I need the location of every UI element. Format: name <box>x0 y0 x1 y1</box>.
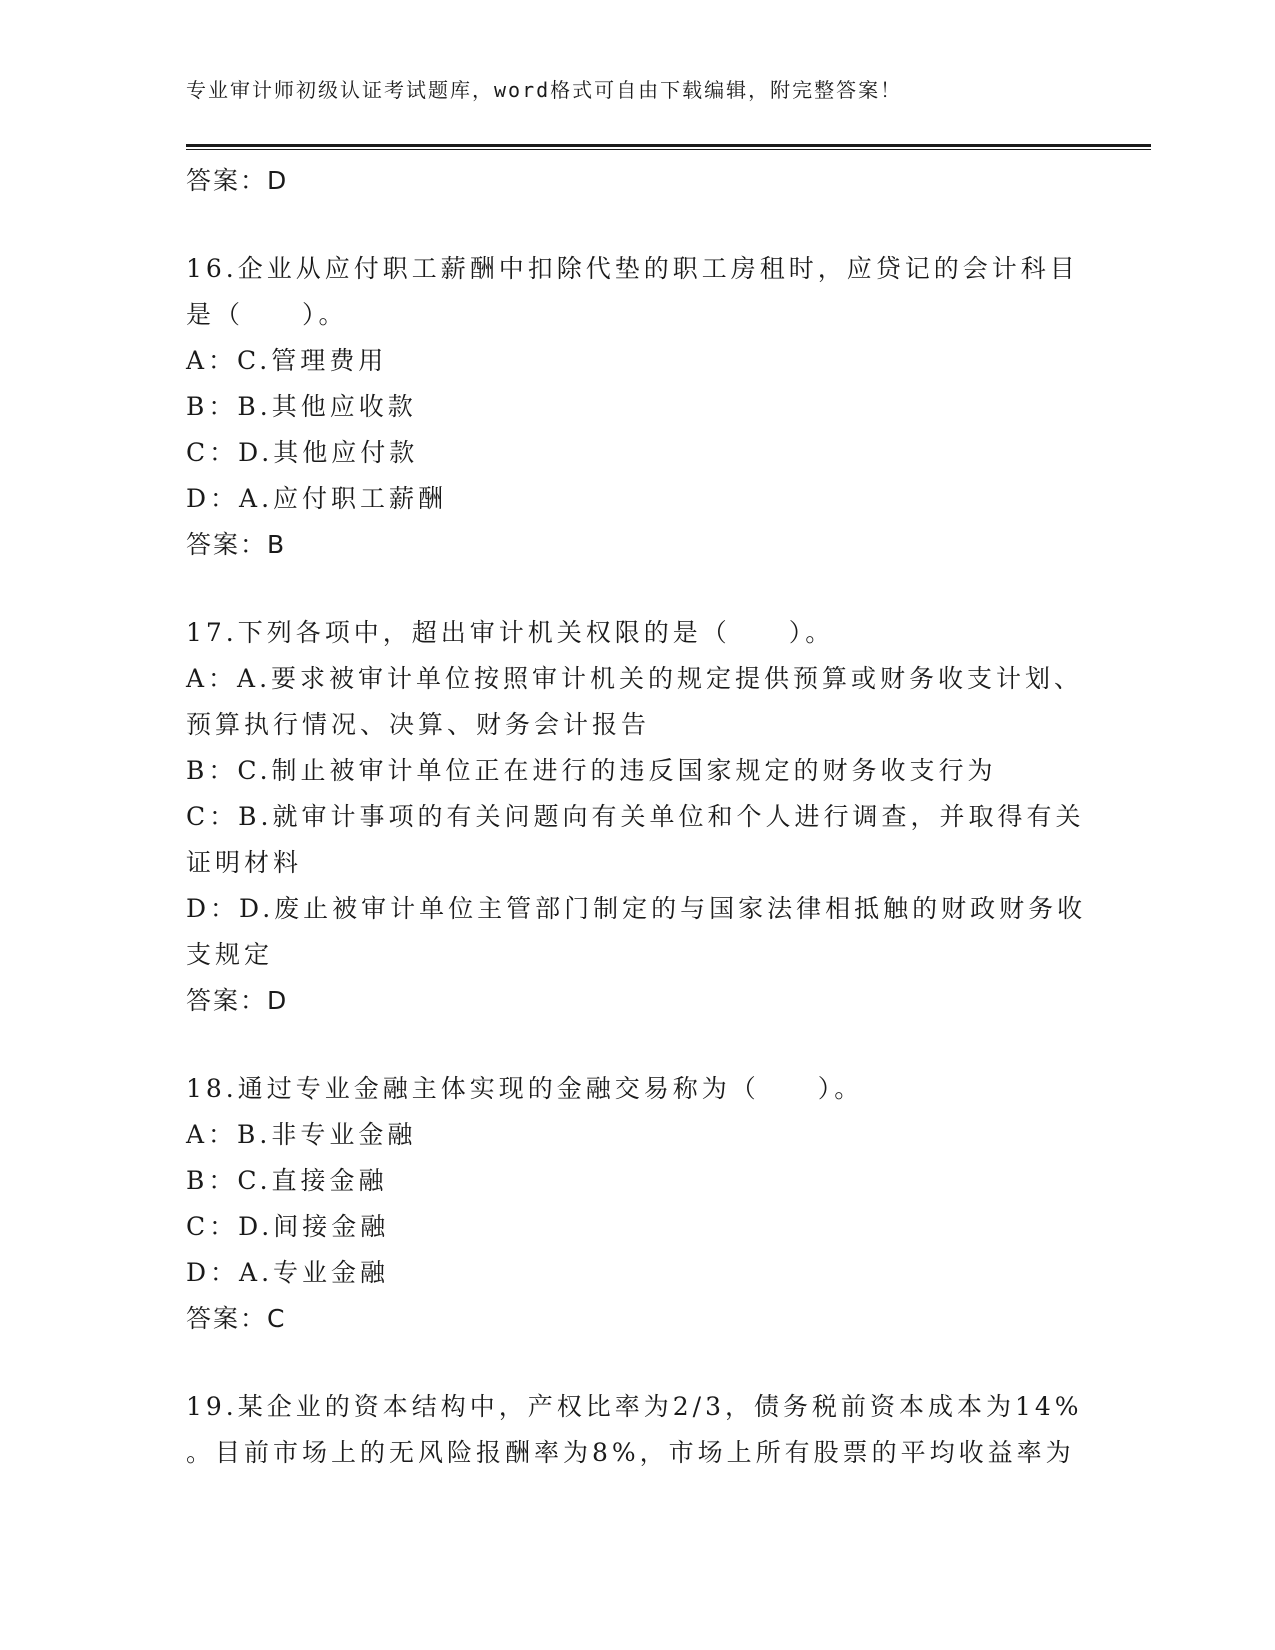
option-a-continued: 预算执行情况、决算、财务会计报告 <box>186 710 651 739</box>
question-16 <box>186 246 1079 568</box>
answer-line: 答案：D <box>186 986 289 1015</box>
spacer <box>186 204 1066 246</box>
question-stem: 18.通过专业金融主体实现的金融交易称为（ ）。 <box>186 1074 864 1103</box>
header-divider <box>186 144 1151 150</box>
option-d: D：A.应付职工薪酬 <box>186 484 448 513</box>
document-body <box>186 158 1087 1476</box>
option-c-continued: 证明材料 <box>186 848 303 877</box>
option-a: A：A.要求被审计单位按照审计机关的规定提供预算或财务收支计划、 <box>186 664 1084 693</box>
question-stem: 17.下列各项中，超出审计机关权限的是（ ）。 <box>186 618 835 647</box>
option-b: B：C.制止被审计单位正在进行的违反国家规定的财务收支行为 <box>186 756 997 785</box>
option-c: C：D.间接金融 <box>186 1212 390 1241</box>
option-c: C：B.就审计事项的有关问题向有关单位和个人进行调查，并取得有关 <box>186 802 1085 831</box>
question-19 <box>186 1384 1083 1476</box>
spacer <box>186 1024 1066 1066</box>
option-b: B：C.直接金融 <box>186 1166 388 1195</box>
answer-line: 答案：B <box>186 530 287 559</box>
option-a: A：C.管理费用 <box>186 346 388 375</box>
answer-line: 答案：C <box>186 1304 287 1333</box>
question-18 <box>186 1066 1066 1342</box>
page-header: 专业审计师初级认证考试题库，word格式可自由下载编辑，附完整答案！ <box>186 78 903 102</box>
question-17 <box>186 610 1087 1024</box>
spacer <box>186 1342 1066 1384</box>
option-d-continued: 支规定 <box>186 940 274 969</box>
option-d: D：D.废止被审计单位主管部门制定的与国家法律相抵触的财政财务收 <box>186 894 1087 923</box>
question-stem: 16.企业从应付职工薪酬中扣除代垫的职工房租时，应贷记的会计科目 <box>186 254 1079 283</box>
question-stem: 19.某企业的资本结构中，产权比率为2/3，债务税前资本成本为14% <box>186 1392 1083 1421</box>
option-c: C：D.其他应付款 <box>186 438 419 467</box>
option-b: B：B.其他应收款 <box>186 392 417 421</box>
question-stem: 是（ ）。 <box>186 300 348 329</box>
answer-line: 答案：D <box>186 166 289 195</box>
option-d: D：A.专业金融 <box>186 1258 390 1287</box>
spacer <box>186 568 1066 610</box>
option-a: A：B.非专业金融 <box>186 1120 417 1149</box>
question-stem: 。目前市场上的无风险报酬率为8%，市场上所有股票的平均收益率为 <box>186 1438 1075 1467</box>
